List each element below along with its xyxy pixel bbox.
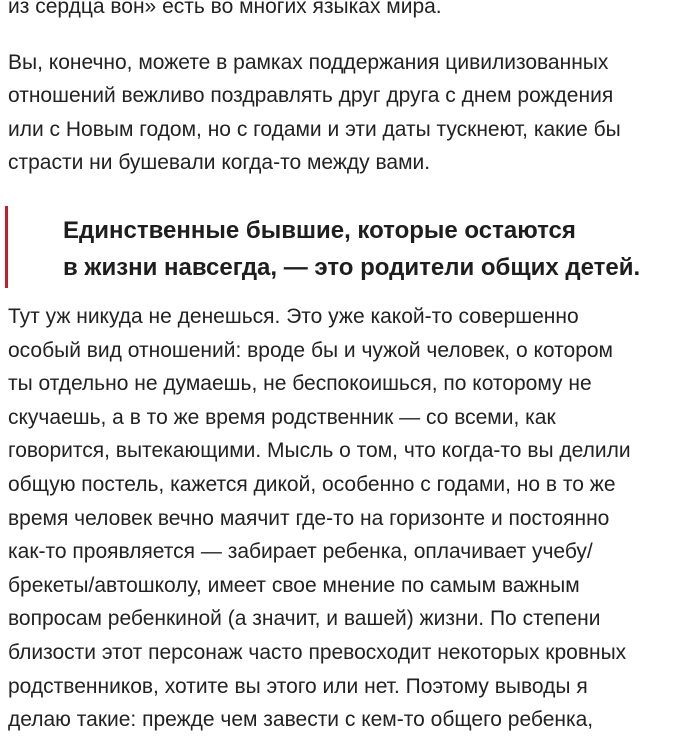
text-line: как-то проявляется — забирает ребенка, оплачивает учебу/ xyxy=(8,540,593,564)
text-line: время человек вечно маячит где-то на горизонте и постоянно xyxy=(8,506,610,530)
article-body xyxy=(8,0,698,737)
paragraph-main xyxy=(8,300,698,737)
text-line: делаю такие: прежде чем завести с кем-то общего ребенка, xyxy=(8,708,594,732)
text-line: скучаешь, а в то же время родственник — со всеми, как xyxy=(8,405,556,429)
text-line: близости этот персонаж часто превосходит некоторых кровных xyxy=(8,640,627,664)
text-line: вопросам ребенкиной (а значит, и вашей) жизни. По степени xyxy=(8,607,601,631)
text-line: страсти ни бушевали когда-то между вами. xyxy=(8,151,431,175)
text-line: отношений вежливо поздравлять друг друга с днем рождения xyxy=(8,84,614,108)
text-line: родственников, хотите вы этого или нет. Поэтому выводы я xyxy=(8,674,588,698)
quote-accent-bar xyxy=(5,206,8,288)
text-line: особый вид отношений: вроде бы и чужой человек, о котором xyxy=(8,338,613,362)
paragraph-greetings xyxy=(8,46,698,180)
text-line: Тут уж никуда не денешься. Это уже какой-то совершенно xyxy=(8,304,579,328)
text-line: говорится, вытекающими. Мысль о том, что когда-то вы делили xyxy=(8,439,631,463)
text-line: Вы, конечно, можете в рамках поддержания цивилизованных xyxy=(8,50,609,74)
text-line: из сердца вон» есть во многих языках мира. xyxy=(8,0,442,18)
text-line: брекеты/автошколу, имеет свое мнение по самым важным xyxy=(8,573,580,597)
text-line: или с Новым годом, но с годами и эти даты тускнеют, какие бы xyxy=(8,117,621,141)
quote-line: Единственные бывшие, которые остаются xyxy=(63,216,576,244)
pull-quote xyxy=(5,206,700,288)
paragraph-intro-tail xyxy=(8,0,698,24)
pull-quote-text xyxy=(63,212,700,286)
quote-line: в жизни навсегда, — это родители общих детей. xyxy=(63,253,641,281)
text-line: общую постель, кажется дикой, особенно с годами, но в то же xyxy=(8,472,616,496)
text-line: ты отдельно не думаешь, не беспокоишься, по которому не xyxy=(8,372,592,396)
